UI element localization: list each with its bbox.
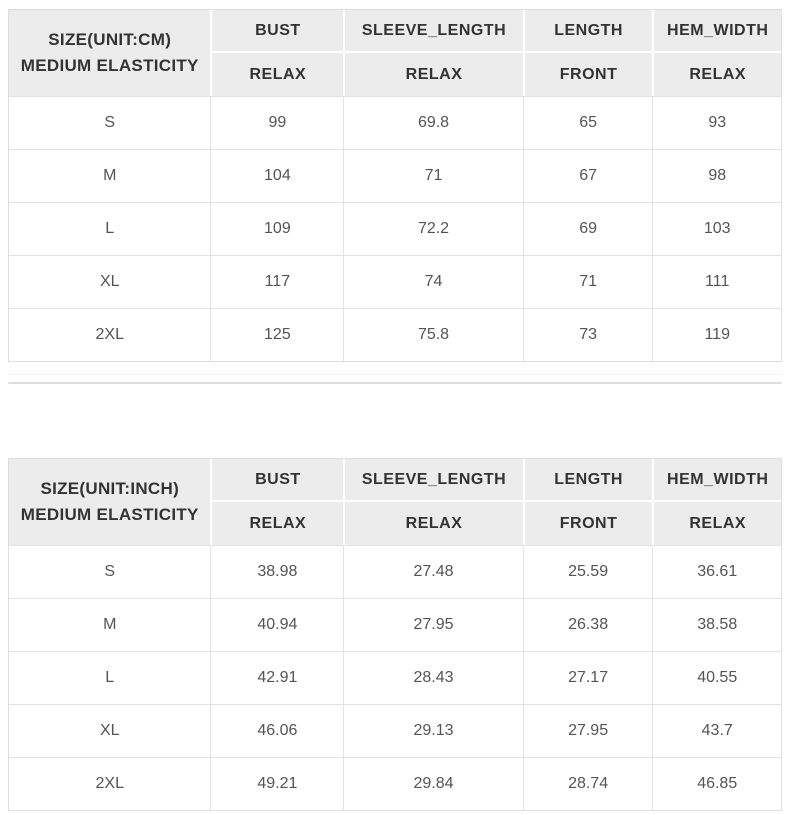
col-header-sleeve-length-cm: SLEEVE_LENGTH — [343, 10, 522, 53]
table-row-cm-l — [9, 202, 781, 255]
value-cell: 65 — [523, 96, 653, 149]
value-cell: 93 — [652, 96, 781, 149]
value-cell: 71 — [343, 149, 522, 202]
value-cell: 74 — [343, 255, 522, 308]
value-cell: 69.8 — [343, 96, 522, 149]
value-cell: 28.74 — [523, 757, 653, 810]
size-cell: M — [9, 598, 210, 651]
size-cell: L — [9, 651, 210, 704]
col-header-hem-width-inch: HEM_WIDTH — [652, 459, 781, 502]
elasticity-label-inch: MEDIUM ELASTICITY — [20, 505, 199, 524]
value-cell: 26.38 — [523, 598, 653, 651]
value-cell: 125 — [210, 308, 343, 361]
value-cell: 42.91 — [210, 651, 343, 704]
value-cell: 27.95 — [523, 704, 653, 757]
size-cell: 2XL — [9, 757, 210, 810]
size-cell: XL — [9, 255, 210, 308]
table-row-inch-l — [9, 651, 781, 704]
size-cell: XL — [9, 704, 210, 757]
col-header-bust-inch: BUST — [210, 459, 343, 502]
value-cell: 38.98 — [210, 545, 343, 598]
subheader-bust-cm: RELAX — [210, 53, 343, 96]
header-row-cm — [9, 10, 781, 53]
value-cell: 69 — [523, 202, 653, 255]
table-row-cm-m — [9, 149, 781, 202]
value-cell: 28.43 — [343, 651, 522, 704]
subheader-sleeve-length-cm: RELAX — [343, 53, 522, 96]
size-cell: 2XL — [9, 308, 210, 361]
separator-line-light — [8, 374, 782, 375]
value-cell: 111 — [652, 255, 781, 308]
unit-label-cm: SIZE(UNIT:CM) — [48, 29, 172, 49]
value-cell: 71 — [523, 255, 653, 308]
value-cell: 117 — [210, 255, 343, 308]
value-cell: 29.13 — [343, 704, 522, 757]
value-cell: 43.7 — [652, 704, 781, 757]
table-row-cm-xl — [9, 255, 781, 308]
subheader-sleeve-length-inch: RELAX — [343, 502, 522, 545]
table-gap — [8, 384, 782, 458]
table-row-cm-s — [9, 96, 781, 149]
value-cell: 72.2 — [343, 202, 522, 255]
value-cell: 25.59 — [523, 545, 653, 598]
subheader-hem-width-inch: RELAX — [652, 502, 781, 545]
size-cell: S — [9, 96, 210, 149]
size-cell: L — [9, 202, 210, 255]
size-table-inch — [9, 459, 781, 810]
value-cell: 75.8 — [343, 308, 522, 361]
table-row-inch-s — [9, 545, 781, 598]
col-header-bust-cm: BUST — [210, 10, 343, 53]
value-cell: 27.48 — [343, 545, 522, 598]
value-cell: 46.06 — [210, 704, 343, 757]
value-cell: 40.55 — [652, 651, 781, 704]
corner-header-cm — [9, 10, 210, 96]
value-cell: 49.21 — [210, 757, 343, 810]
size-table-cm-frame — [8, 9, 782, 362]
elasticity-label-cm: MEDIUM ELASTICITY — [20, 56, 199, 75]
table-row-inch-m — [9, 598, 781, 651]
value-cell: 38.58 — [652, 598, 781, 651]
value-cell: 27.95 — [343, 598, 522, 651]
value-cell: 99 — [210, 96, 343, 149]
value-cell: 46.85 — [652, 757, 781, 810]
value-cell: 29.84 — [343, 757, 522, 810]
value-cell: 40.94 — [210, 598, 343, 651]
unit-label-inch: SIZE(UNIT:INCH) — [40, 478, 180, 498]
size-table-inch-frame — [8, 458, 782, 811]
corner-header-inch — [9, 459, 210, 545]
size-table-cm — [9, 10, 781, 361]
value-cell: 119 — [652, 308, 781, 361]
subheader-hem-width-cm: RELAX — [652, 53, 781, 96]
value-cell: 36.61 — [652, 545, 781, 598]
value-cell: 67 — [523, 149, 653, 202]
subheader-length-inch: FRONT — [523, 502, 653, 545]
col-header-sleeve-length-inch: SLEEVE_LENGTH — [343, 459, 522, 502]
value-cell: 103 — [652, 202, 781, 255]
table-row-cm-2xl — [9, 308, 781, 361]
table-row-inch-2xl — [9, 757, 781, 810]
subheader-bust-inch: RELAX — [210, 502, 343, 545]
subheader-length-cm: FRONT — [523, 53, 653, 96]
header-row-inch — [9, 459, 781, 502]
col-header-hem-width-cm: HEM_WIDTH — [652, 10, 781, 53]
value-cell: 104 — [210, 149, 343, 202]
table-row-inch-xl — [9, 704, 781, 757]
col-header-length-cm: LENGTH — [523, 10, 653, 53]
value-cell: 27.17 — [523, 651, 653, 704]
size-cell: M — [9, 149, 210, 202]
size-cell: S — [9, 545, 210, 598]
value-cell: 98 — [652, 149, 781, 202]
value-cell: 109 — [210, 202, 343, 255]
col-header-length-inch: LENGTH — [523, 459, 653, 502]
value-cell: 73 — [523, 308, 653, 361]
